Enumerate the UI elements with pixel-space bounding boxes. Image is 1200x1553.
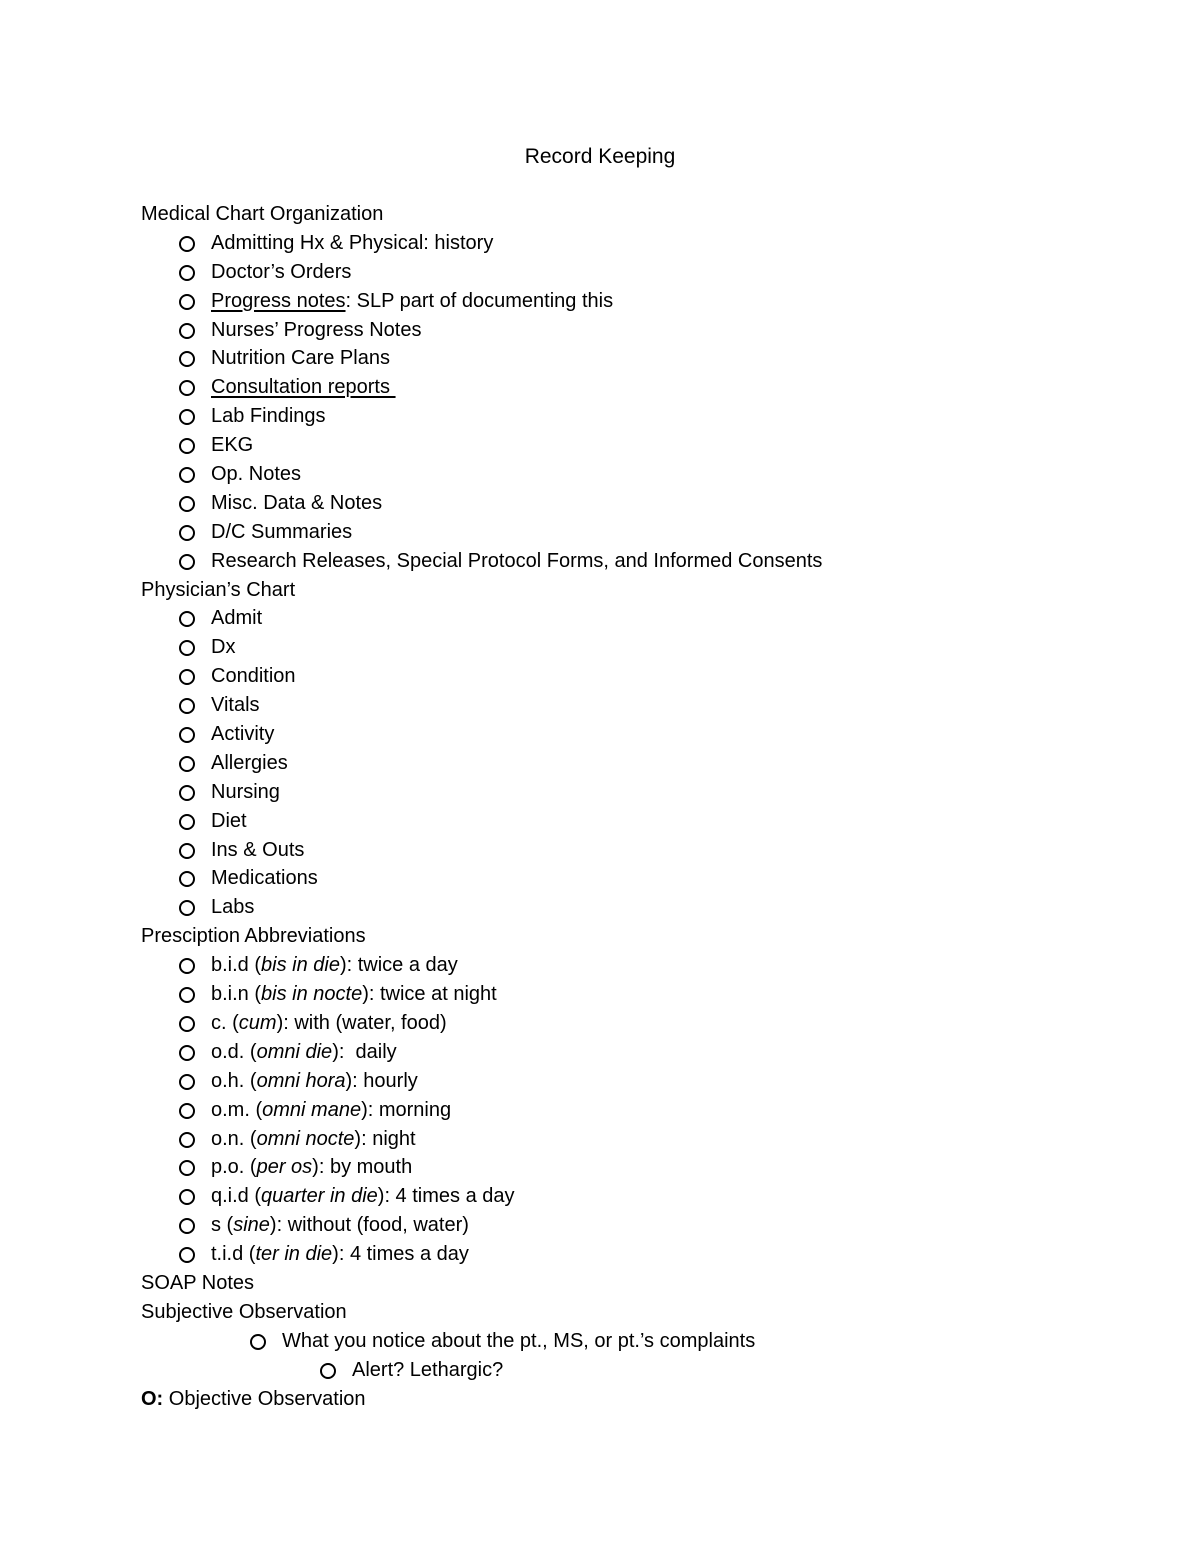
list-item: EKG — [141, 431, 1141, 460]
list-item: Medications — [141, 864, 1141, 893]
objective-prefix: O: — [141, 1387, 164, 1410]
list-item: Dx — [141, 633, 1141, 662]
section-heading-medical-chart: Medical Chart Organization — [141, 203, 384, 225]
document-body — [141, 200, 1141, 1413]
subheading-objective: O: Objective Observation — [141, 1387, 366, 1410]
circle-bullet-icon — [179, 265, 195, 281]
list-item: Misc. Data & Notes — [141, 489, 1141, 518]
circle-bullet-icon — [179, 843, 195, 859]
list-item: Condition — [141, 662, 1141, 691]
circle-bullet-icon — [179, 640, 195, 656]
document-title: Record Keeping — [524, 145, 676, 168]
list-item: s (sine): without (food, water) — [141, 1211, 1141, 1240]
circle-bullet-icon — [320, 1363, 336, 1379]
circle-bullet-icon — [179, 351, 195, 367]
list-item: Labs — [141, 893, 1141, 922]
list-item: Nutrition Care Plans — [141, 344, 1141, 373]
list-item: o.h. (omni hora): hourly — [141, 1067, 1141, 1096]
underlined-term: Progress notes — [211, 289, 346, 312]
list-item: Vitals — [141, 691, 1141, 720]
list-item: Ins & Outs — [141, 836, 1141, 865]
circle-bullet-icon — [179, 1103, 195, 1119]
list-item: Diet — [141, 807, 1141, 836]
list-item: Research Releases, Special Protocol Forms, and Informed Consents — [141, 547, 1141, 576]
circle-bullet-icon — [179, 1218, 195, 1234]
list-item: Admitting Hx & Physical: history — [141, 229, 1141, 258]
circle-bullet-icon — [179, 525, 195, 541]
list-item: o.m. (omni mane): morning — [141, 1096, 1141, 1125]
list-item: Alert? Lethargic? — [141, 1356, 1141, 1385]
circle-bullet-icon — [179, 294, 195, 310]
circle-bullet-icon — [179, 236, 195, 252]
list-item: Op. Notes — [141, 460, 1141, 489]
circle-bullet-icon — [179, 871, 195, 887]
list-item: t.i.d (ter in die): 4 times a day — [141, 1240, 1141, 1269]
circle-bullet-icon — [179, 669, 195, 685]
list-item: Activity — [141, 720, 1141, 749]
circle-bullet-icon — [179, 467, 195, 483]
list-item: o.d. (omni die): daily — [141, 1038, 1141, 1067]
circle-bullet-icon — [179, 987, 195, 1003]
circle-bullet-icon — [179, 438, 195, 454]
list-item: c. (cum): with (water, food) — [141, 1009, 1141, 1038]
circle-bullet-icon — [179, 900, 195, 916]
list-item: Lab Findings — [141, 402, 1141, 431]
circle-bullet-icon — [179, 727, 195, 743]
section-heading-abbreviations: Presciption Abbreviations — [141, 925, 366, 948]
circle-bullet-icon — [179, 785, 195, 801]
circle-bullet-icon — [179, 409, 195, 425]
subheading-subjective: Subjective Observation — [141, 1300, 347, 1323]
list-item: Allergies — [141, 749, 1141, 778]
circle-bullet-icon — [179, 958, 195, 974]
circle-bullet-icon — [179, 1160, 195, 1176]
list-item: b.i.d (bis in die): twice a day — [141, 951, 1141, 980]
list-item: What you notice about the pt., MS, or pt.’s complaints — [141, 1327, 1141, 1356]
list-item: D/C Summaries — [141, 518, 1141, 547]
list-item: Progress notes: SLP part of documenting this — [141, 287, 1141, 316]
list-item: Admit — [141, 604, 1141, 633]
circle-bullet-icon — [179, 554, 195, 570]
list-item: Nursing — [141, 778, 1141, 807]
circle-bullet-icon — [250, 1334, 266, 1350]
circle-bullet-icon — [179, 814, 195, 830]
circle-bullet-icon — [179, 1247, 195, 1263]
circle-bullet-icon — [179, 496, 195, 512]
circle-bullet-icon — [179, 380, 195, 396]
circle-bullet-icon — [179, 323, 195, 339]
list-item: b.i.n (bis in nocte): twice at night — [141, 980, 1141, 1009]
list-item: o.n. (omni nocte): night — [141, 1125, 1141, 1154]
section-heading-soap-notes: SOAP Notes — [141, 1271, 255, 1294]
circle-bullet-icon — [179, 1132, 195, 1148]
list-item: p.o. (per os): by mouth — [141, 1153, 1141, 1182]
circle-bullet-icon — [179, 1016, 195, 1032]
list-item: Doctor’s Orders — [141, 258, 1141, 287]
circle-bullet-icon — [179, 1045, 195, 1061]
list-item: Nurses’ Progress Notes — [141, 316, 1141, 345]
list-item — [141, 373, 1141, 402]
circle-bullet-icon — [179, 698, 195, 714]
circle-bullet-icon — [179, 756, 195, 772]
list-item: q.i.d (quarter in die): 4 times a day — [141, 1182, 1141, 1211]
circle-bullet-icon — [179, 1189, 195, 1205]
circle-bullet-icon — [179, 611, 195, 627]
underlined-term: Consultation reports — [211, 376, 396, 399]
section-heading-physicians-chart: Physician’s Chart — [141, 578, 296, 601]
circle-bullet-icon — [179, 1074, 195, 1090]
